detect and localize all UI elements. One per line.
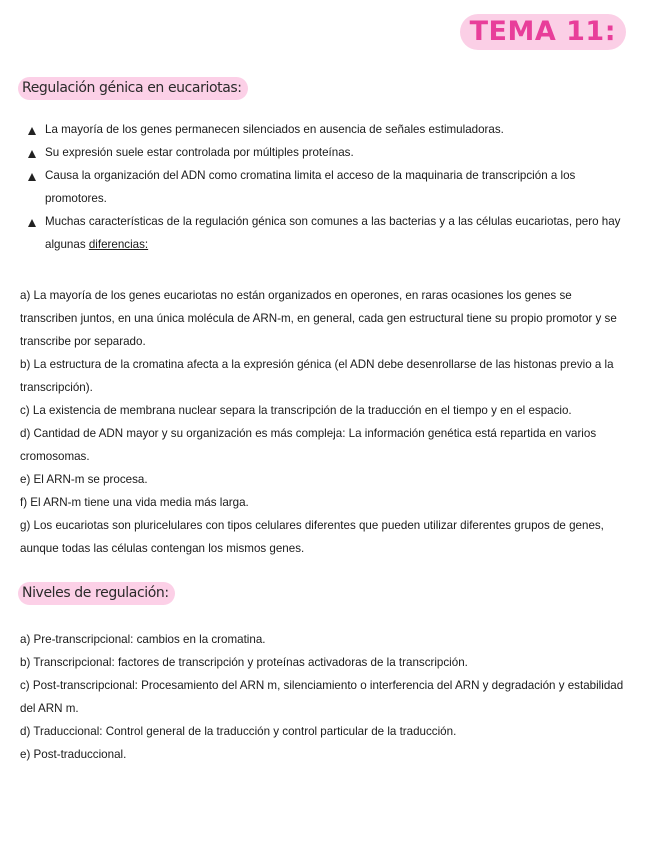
list-item (28, 210, 628, 256)
section-heading-levels: Niveles de regulación: (18, 582, 175, 605)
differences-list (20, 284, 632, 560)
underlined-keyword: diferencias: (88, 238, 149, 251)
list-item: e) El ARN-m se procesa. (20, 473, 148, 486)
list-item: d) Traduccional: Control general de la traducción y control particular de la traducción. (20, 725, 457, 738)
list-item: a) Pre-transcripcional: cambios en la cromatina. (20, 633, 266, 646)
bullet-text: Su expresión suele estar controlada por múltiples proteínas. (45, 146, 354, 159)
triangle-bullet-icon (28, 173, 36, 181)
list-item: e) Post-traduccional. (20, 748, 127, 761)
list-item: a) La mayoría de los genes eucariotas no están organizados en operones, en raras ocasiones los genes se transcriben juntos, en una única molécula de ARN-m, en general, cada gen estructural tiene su propio promotor y se transcribe por separado. (20, 289, 617, 348)
bullet-text: Muchas características de la regulación génica son comunes a las bacterias y a las células eucariotas, pero hay algunas (45, 215, 621, 251)
list-item: c) La existencia de membrana nuclear separa la transcripción de la traducción en el tiempo y en el espacio. (20, 404, 572, 417)
section-heading-regulation: Regulación génica en eucariotas: (18, 77, 248, 100)
triangle-bullet-icon (28, 219, 36, 227)
list-item: b) La estructura de la cromatina afecta a la expresión génica (el ADN debe desenrollarse de las histonas previo a la transcripción). (20, 358, 614, 394)
triangle-bullet-icon (28, 127, 36, 135)
list-item (28, 118, 628, 141)
list-item: b) Transcripcional: factores de transcripción y proteínas activadoras de la transcripción. (20, 656, 468, 669)
page-title: TEMA 11: (460, 14, 626, 50)
list-item: d) Cantidad de ADN mayor y su organización es más compleja: La información genética está repartida en varios cromosomas. (20, 427, 597, 463)
bullet-list (28, 118, 628, 256)
list-item: f) El ARN-m tiene una vida media más larga. (20, 496, 249, 509)
list-item: g) Los eucariotas son pluricelulares con tipos celulares diferentes que pueden utilizar diferentes grupos de genes, aunque todas las células contengan los mismos genes. (20, 519, 604, 555)
list-item (28, 141, 628, 164)
bullet-text: La mayoría de los genes permanecen silenciados en ausencia de señales estimuladoras. (45, 123, 504, 136)
bullet-text: Causa la organización del ADN como cromatina limita el acceso de la maquinaria de transcripción a los promotores. (45, 169, 576, 205)
triangle-bullet-icon (28, 150, 36, 158)
list-item (28, 164, 628, 210)
list-item: c) Post-transcripcional: Procesamiento del ARN m, silenciamiento o interferencia del ARN y degradación y estabilidad del ARN m. (20, 679, 624, 715)
levels-list (20, 628, 632, 766)
